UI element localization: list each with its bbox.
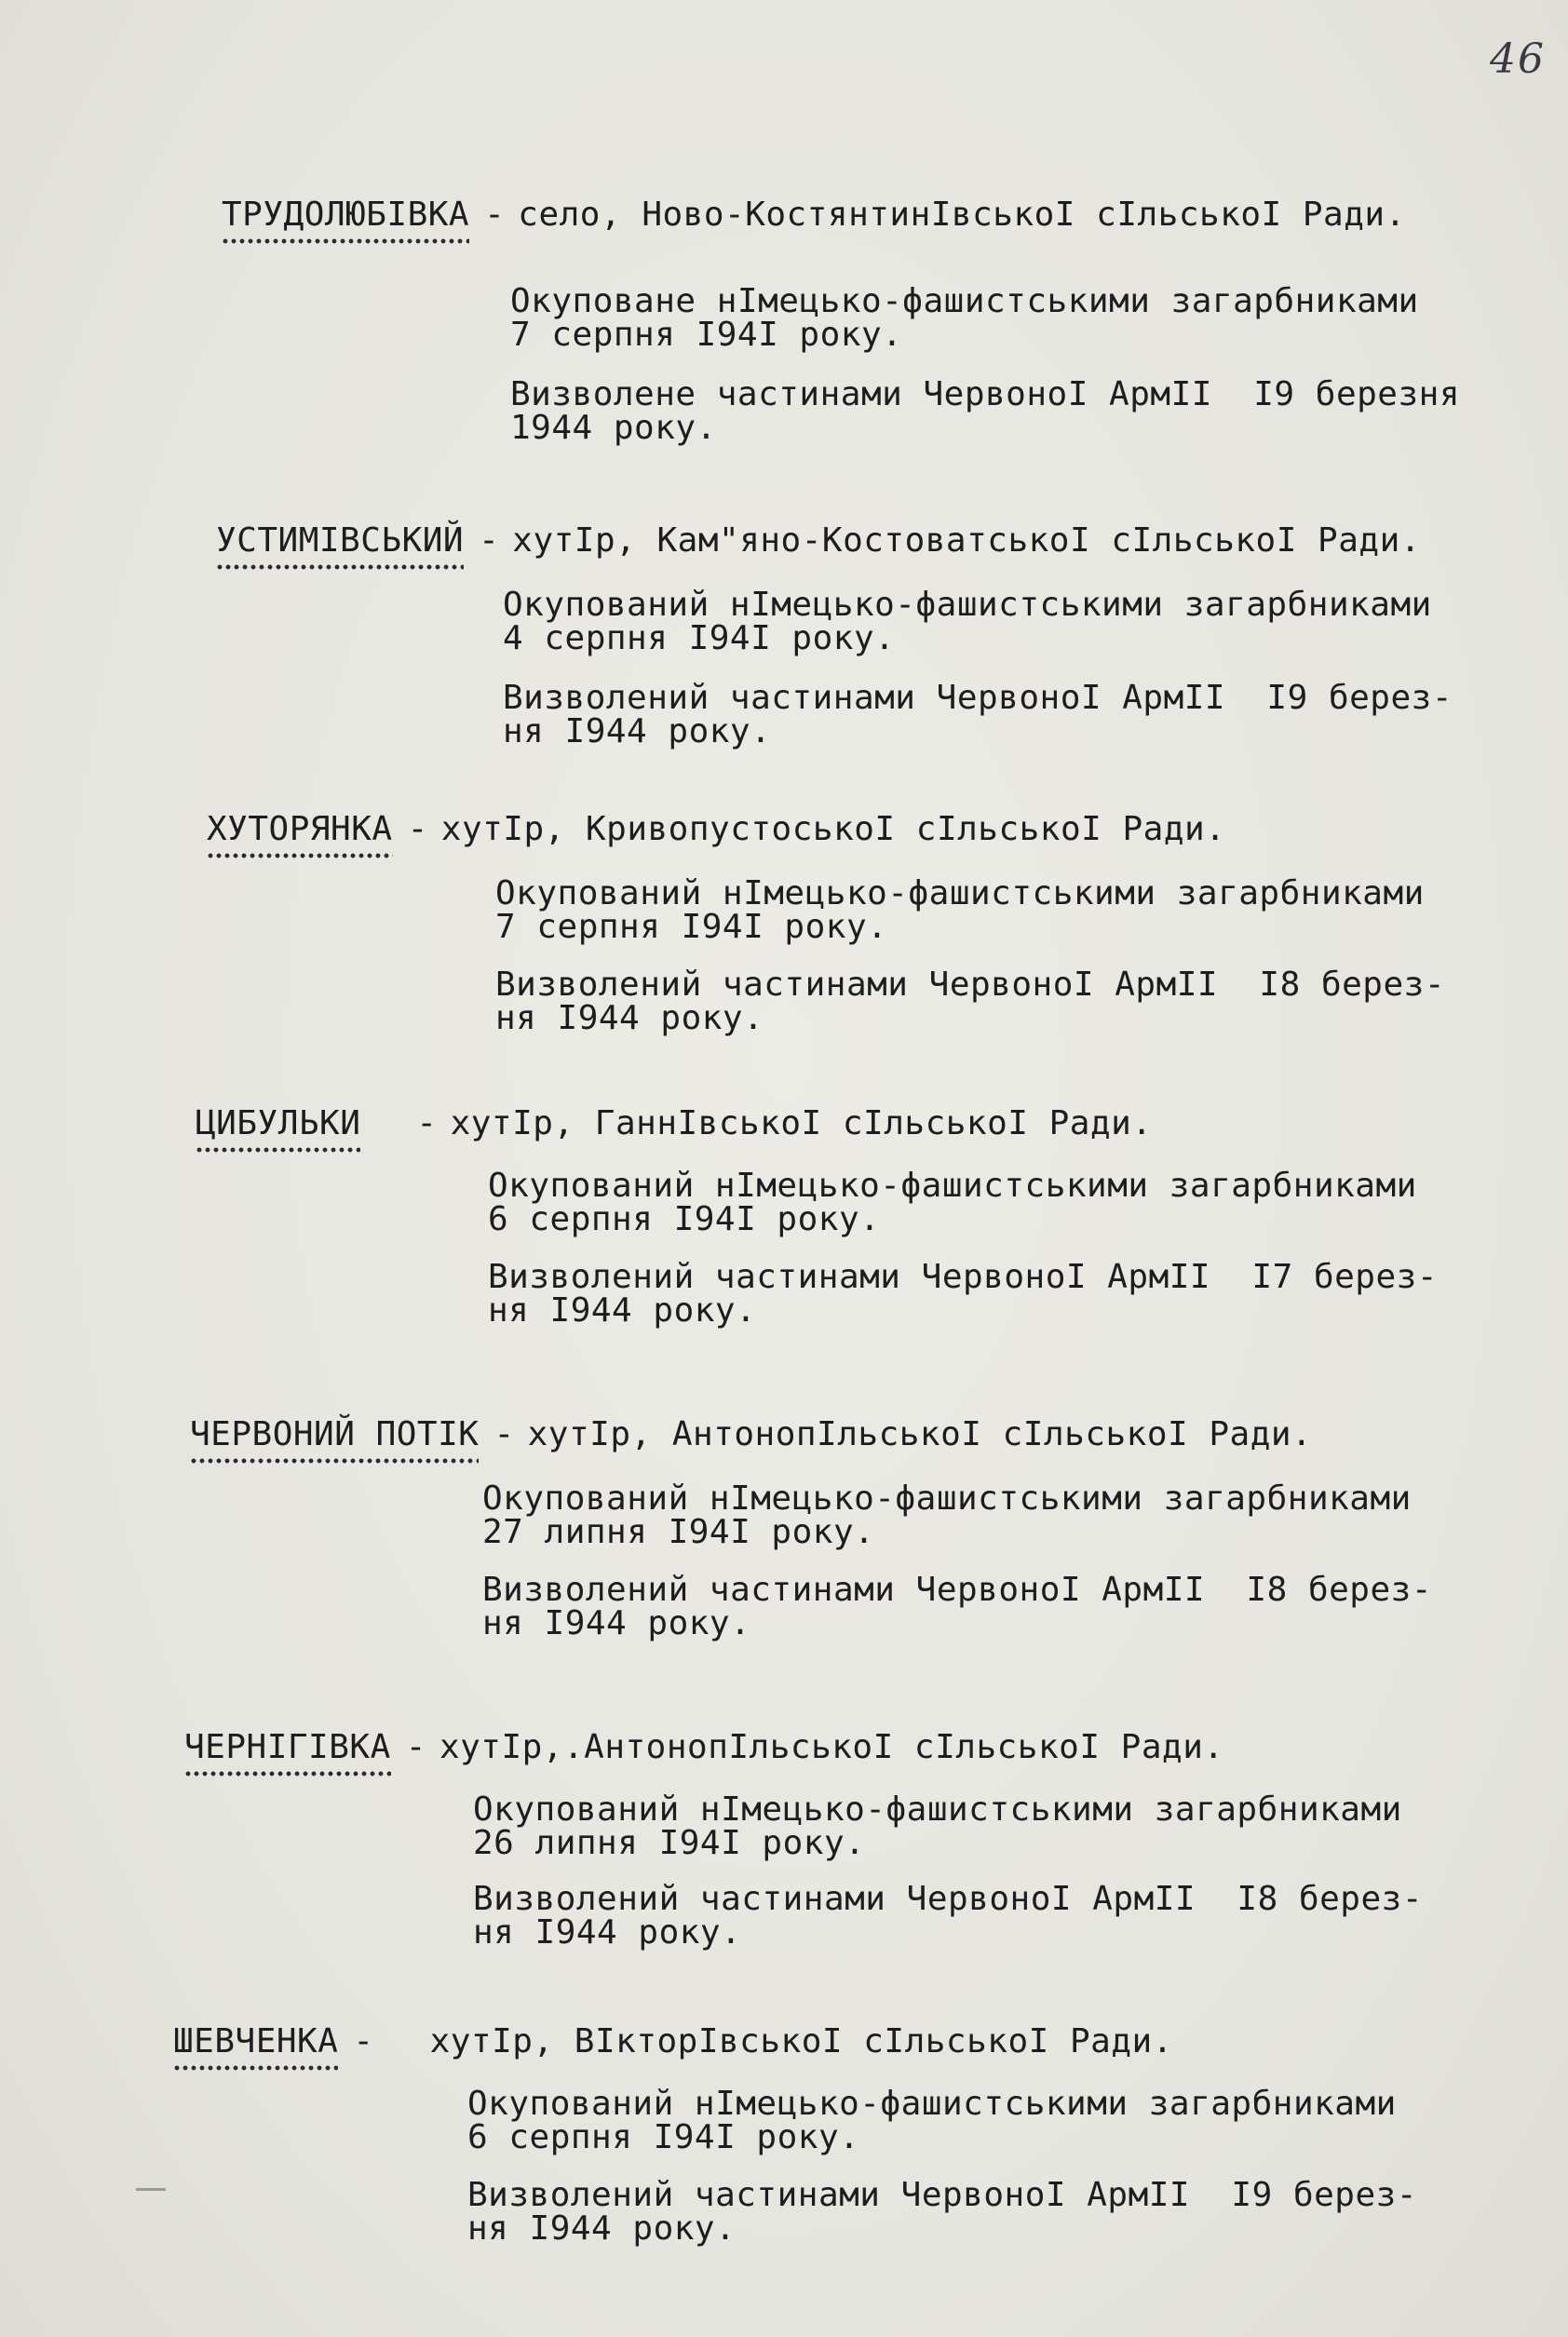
entry-heading	[216, 521, 1421, 560]
place-name: ЧЕРНІГІВКА	[184, 1728, 391, 1766]
place-description: хутІр, КривопустоськоІ сІльськоІ Ради.	[440, 810, 1226, 848]
occupation-text: Окупований нІмецько-фашистськими загарбниками 6 серпня І94І року.	[467, 2085, 1397, 2156]
dash: -	[405, 1728, 426, 1766]
dash: -	[416, 1104, 438, 1142]
entry-heading	[184, 1728, 1224, 1766]
entry-heading	[173, 2022, 1173, 2060]
place-description: хутІр, ВІкторІвськоІ сІльськоІ Ради.	[429, 2022, 1173, 2060]
liberation-text: Визволене частинами ЧервоноІ АрмІІ І9 березня 1944 року.	[510, 375, 1460, 447]
place-description: село, Ново-КостянтинІвськоІ сІльськоІ Ради.	[518, 196, 1406, 234]
place-description: хутІр, Кам"яно-КостоватськоІ сІльськоІ Ради.	[512, 521, 1421, 560]
place-name: ЦИБУЛЬКИ	[196, 1104, 360, 1142]
liberation-text: Визволений частинами ЧервоноІ АрмІІ І8 берез- ня І944 року.	[482, 1571, 1432, 1642]
name-underline	[190, 1456, 479, 1466]
place-name: ХУТОРЯНКА	[207, 810, 393, 848]
name-underline	[196, 1145, 360, 1155]
dash: -	[353, 2022, 374, 2060]
occupation-text: Окупований нІмецько-фашистськими загарбниками 26 липня І94І року.	[473, 1790, 1402, 1862]
occupation-text: Окуповане нІмецько-фашистськими загарбниками 7 серпня І94І року.	[510, 282, 1419, 354]
liberation-text: Визволений частинами ЧервоноІ АрмІІ І7 берез- ня І944 року.	[488, 1258, 1438, 1330]
liberation-text: Визволений частинами ЧервоноІ АрмІІ І9 берез- ня І944 року.	[467, 2176, 1417, 2248]
name-underline	[216, 562, 464, 572]
entry-heading	[207, 810, 1225, 848]
entry-heading	[222, 196, 1406, 234]
place-description: хутІр, АнтонопІльськоІ сІльськоІ Ради.	[527, 1415, 1313, 1453]
occupation-text: Окупований нІмецько-фашистськими загарбниками 27 липня І94І року.	[482, 1479, 1412, 1551]
occupation-text: Окупований нІмецько-фашистськими загарбниками 4 серпня І94І року.	[503, 586, 1432, 657]
liberation-text: Визволений частинами ЧервоноІ АрмІІ І8 берез- ня І944 року.	[473, 1880, 1423, 1952]
dash: -	[484, 196, 506, 234]
margin-mark	[136, 2188, 166, 2191]
place-name: ТРУДОЛЮБІВКА	[222, 196, 469, 234]
entry-heading	[190, 1415, 1312, 1453]
dash: -	[407, 810, 428, 848]
place-description: хутІр, ГаннІвськоІ сІльськоІ Ради.	[450, 1104, 1153, 1142]
dash: -	[493, 1415, 515, 1453]
liberation-text: Визволений частинами ЧервоноІ АрмІІ І8 берез- ня І944 року.	[495, 966, 1445, 1037]
place-name: ЧЕРВОНИЙ ПОТІК	[190, 1415, 479, 1453]
name-underline	[184, 1769, 391, 1778]
entry-heading	[196, 1104, 1153, 1142]
name-underline	[222, 236, 469, 246]
name-underline	[207, 851, 393, 860]
dash: -	[479, 521, 500, 560]
page-number: 46	[1490, 35, 1546, 83]
place-description: хутІр,.АнтонопІльськоІ сІльськоІ Ради.	[439, 1728, 1224, 1766]
name-underline	[173, 2063, 338, 2073]
place-name: УСТИМІВСЬКИЙ	[216, 521, 464, 560]
occupation-text: Окупований нІмецько-фашистськими загарбниками 7 серпня І94І року.	[495, 874, 1425, 946]
occupation-text: Окупований нІмецько-фашистськими загарбниками 6 серпня І94І року.	[488, 1167, 1417, 1238]
place-name: ШЕВЧЕНКА	[173, 2022, 338, 2060]
liberation-text: Визволений частинами ЧервоноІ АрмІІ І9 берез- ня І944 року.	[503, 679, 1453, 750]
